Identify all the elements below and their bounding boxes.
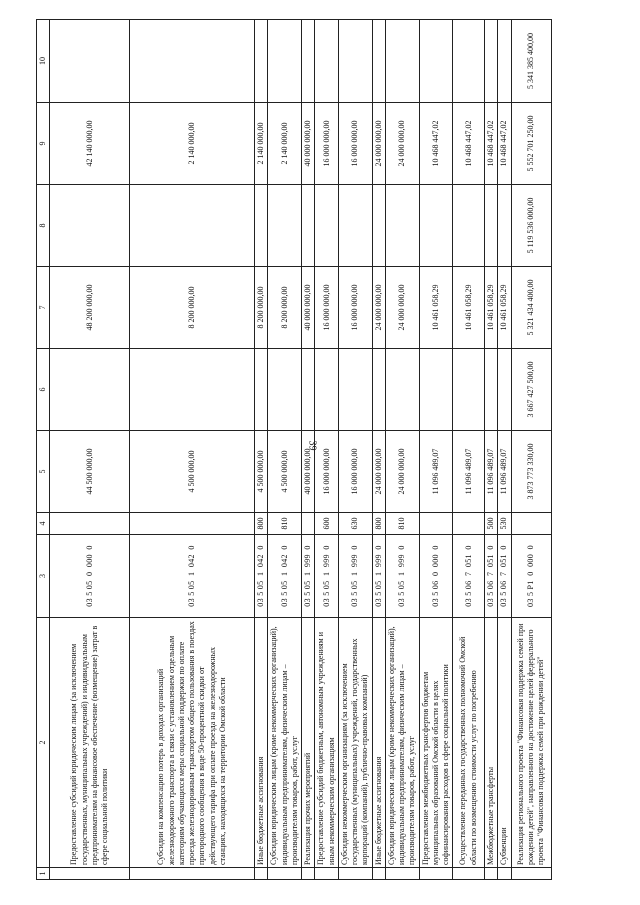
row-name-cell: Иные бюджетные ассигнования [372, 618, 385, 868]
amount-col8-cell [255, 185, 268, 267]
budget-code-cell: 03 5 05 1 042 0 [130, 535, 255, 618]
header-cell: 4 [37, 513, 50, 535]
row-number-cell [255, 868, 268, 880]
amount-col6-cell [315, 349, 338, 431]
row-number-cell [130, 868, 255, 880]
amount-col10-cell [315, 20, 338, 103]
budget-table [36, 19, 552, 880]
amount-col5-cell: 4 500 000,00 [255, 431, 268, 513]
expense-type-cell: 800 [372, 513, 385, 535]
row-name-cell: Реализация регионального проекта "Финансовая поддержка семей при рождении детей", направленного на достижение целей федерального проекта "Финансовая поддержка семей при рождении детей" [511, 618, 551, 868]
amount-col10-cell [302, 20, 315, 103]
row-name-cell: Предоставление субсидий юридическим лицам (за исключением государственных, муниципальных учреждений) и индивидуальным предпринимателям на финансовое обеспечение (возмещение) затрат в сфере социальной политики [50, 618, 130, 868]
amount-col5-cell: 3 873 773 330,00 [511, 431, 551, 513]
table-row [419, 20, 453, 880]
amount-col7-cell: 16 000 000,00 [338, 267, 372, 349]
amount-col8-cell [338, 185, 372, 267]
table-row [315, 20, 338, 880]
amount-col7-cell: 10 461 058,29 [419, 267, 453, 349]
row-name-cell: Предоставление субсидий бюджетным, автономным учреждениям и иным некоммерческим организациям [315, 618, 338, 868]
budget-code-cell: 03 5 05 1 999 0 [302, 535, 315, 618]
row-number-cell [338, 868, 372, 880]
amount-col5-cell: 16 000 000,00 [315, 431, 338, 513]
amount-col6-cell: 3 667 427 500,00 [511, 349, 551, 431]
expense-type-cell: 810 [268, 513, 302, 535]
header-cell: 7 [37, 267, 50, 349]
header-cell: 9 [37, 103, 50, 185]
expense-type-cell: 600 [315, 513, 338, 535]
amount-col6-cell [485, 349, 498, 431]
row-name-cell: Осуществление переданных государственных полномочий Омской области по возмещению стоимости услуг по погребению [453, 618, 485, 868]
table-row [453, 20, 485, 880]
expense-type-cell [50, 513, 130, 535]
table-row [130, 20, 255, 880]
row-number-cell [372, 868, 385, 880]
amount-col10-cell: 5 341 385 400,00 [511, 20, 551, 103]
budget-code-cell: 03 5 05 1 999 0 [385, 535, 419, 618]
budget-code-cell: 03 5 05 0 000 0 [50, 535, 130, 618]
amount-col6-cell [372, 349, 385, 431]
table-row [50, 20, 130, 880]
amount-col9-cell: 10 468 447,02 [453, 103, 485, 185]
budget-code-cell: 03 5 05 1 999 0 [315, 535, 338, 618]
amount-col5-cell: 24 000 000,00 [385, 431, 419, 513]
amount-col7-cell: 16 000 000,00 [315, 267, 338, 349]
amount-col8-cell [372, 185, 385, 267]
amount-col6-cell [50, 349, 130, 431]
amount-col7-cell: 40 000 000,00 [302, 267, 315, 349]
amount-col9-cell: 5 552 701 250,00 [511, 103, 551, 185]
row-number-cell [302, 868, 315, 880]
row-number-cell [385, 868, 419, 880]
row-name-cell: Иные бюджетные ассигнования [255, 618, 268, 868]
amount-col10-cell [338, 20, 372, 103]
amount-col10-cell [485, 20, 498, 103]
amount-col8-cell [50, 185, 130, 267]
table-row [338, 20, 372, 880]
header-cell: 6 [37, 349, 50, 431]
table-row [485, 20, 498, 880]
table-body [50, 20, 551, 880]
amount-col5-cell: 11 096 489,07 [485, 431, 498, 513]
table-row [385, 20, 419, 880]
amount-col5-cell: 11 096 489,07 [419, 431, 453, 513]
amount-col10-cell [453, 20, 485, 103]
row-number-cell [453, 868, 485, 880]
amount-col7-cell: 10 461 058,29 [498, 267, 511, 349]
expense-type-cell [453, 513, 485, 535]
table-row [511, 20, 551, 880]
amount-col9-cell: 24 000 000,00 [385, 103, 419, 185]
amount-col8-cell [498, 185, 511, 267]
budget-code-cell: 03 5 P1 0 000 0 [511, 535, 551, 618]
amount-col5-cell: 40 000 000,00 [302, 431, 315, 513]
row-name-cell: Субсидии юридическим лицам (кроме некоммерческих организаций), индивидуальным предпринимателям, физическим лицам – производителям товаров, работ, услуг [268, 618, 302, 868]
row-number-cell [50, 868, 130, 880]
amount-col6-cell [302, 349, 315, 431]
expense-type-cell: 530 [498, 513, 511, 535]
table-row [268, 20, 302, 880]
amount-col9-cell: 42 140 000,00 [50, 103, 130, 185]
amount-col9-cell: 2 140 000,00 [255, 103, 268, 185]
amount-col10-cell [268, 20, 302, 103]
amount-col9-cell: 16 000 000,00 [315, 103, 338, 185]
expense-type-cell: 800 [255, 513, 268, 535]
row-number-cell [315, 868, 338, 880]
amount-col9-cell: 2 140 000,00 [130, 103, 255, 185]
amount-col9-cell: 10 468 447,02 [485, 103, 498, 185]
expense-type-cell: 500 [485, 513, 498, 535]
row-name-cell: Субсидии некоммерческим организациям (за исключением государственных (муниципальных) учреждений, государственных корпораций (компаний), публично-правовых компаний) [338, 618, 372, 868]
amount-col7-cell: 8 200 000,00 [130, 267, 255, 349]
amount-col10-cell [50, 20, 130, 103]
amount-col8-cell [130, 185, 255, 267]
amount-col10-cell [385, 20, 419, 103]
amount-col7-cell: 24 000 000,00 [385, 267, 419, 349]
row-number-cell [498, 868, 511, 880]
amount-col8-cell [268, 185, 302, 267]
amount-col9-cell: 10 468 447,02 [419, 103, 453, 185]
budget-code-cell: 03 5 06 7 051 0 [498, 535, 511, 618]
amount-col10-cell [498, 20, 511, 103]
amount-col6-cell [255, 349, 268, 431]
page-number: 39 [306, 440, 318, 451]
row-name-cell: Субвенции [498, 618, 511, 868]
amount-col9-cell: 10 468 447,02 [498, 103, 511, 185]
amount-col5-cell: 11 096 489,07 [453, 431, 485, 513]
row-name-cell: Межбюджетные трансферты [485, 618, 498, 868]
row-name-cell: Субсидии юридическим лицам (кроме некоммерческих организаций), индивидуальным предпринимателям, физическим лицам – производителям товаров, работ, услуг [385, 618, 419, 868]
amount-col9-cell: 2 140 000,00 [268, 103, 302, 185]
amount-col6-cell [419, 349, 453, 431]
amount-col9-cell: 16 000 000,00 [338, 103, 372, 185]
expense-type-cell [302, 513, 315, 535]
amount-col7-cell: 24 000 000,00 [372, 267, 385, 349]
budget-code-cell: 03 5 05 1 999 0 [372, 535, 385, 618]
expense-type-cell: 810 [385, 513, 419, 535]
header-cell: 5 [37, 431, 50, 513]
table-row [302, 20, 315, 880]
amount-col5-cell: 24 000 000,00 [372, 431, 385, 513]
amount-col8-cell: 5 119 536 000,00 [511, 185, 551, 267]
amount-col6-cell [385, 349, 419, 431]
row-name-cell: Предоставление межбюджетных трансфертов бюджетам муниципальных образований Омской области в целях софинансирования расходов в сфере социальной политики [419, 618, 453, 868]
budget-code-cell: 03 5 05 1 042 0 [268, 535, 302, 618]
row-name-cell: Субсидии на компенсацию потерь в доходах организаций железнодорожного транспорта в связи с установлением отдельным категориям обучающихся меры социальной поддержки по оплате проезда железнодорожным транспортом общего пользования в поездах пригородного сообщения в виде 50-процентной скидки от действующего тарифа при оплате проезда на железнодорожных станциях, находящихся на территории Омской области [130, 618, 255, 868]
header-cell: 10 [37, 20, 50, 103]
row-number-cell [511, 868, 551, 880]
row-number-cell [419, 868, 453, 880]
amount-col6-cell [498, 349, 511, 431]
amount-col5-cell: 4 500 000,00 [130, 431, 255, 513]
amount-col10-cell [255, 20, 268, 103]
budget-code-cell: 03 5 06 7 051 0 [485, 535, 498, 618]
expense-type-cell: 630 [338, 513, 372, 535]
amount-col8-cell [419, 185, 453, 267]
header-row [37, 20, 50, 880]
amount-col6-cell [130, 349, 255, 431]
header-cell: 2 [37, 618, 50, 868]
header-cell: 1 [37, 868, 50, 880]
amount-col6-cell [268, 349, 302, 431]
row-name-cell: Реализация прочих мероприятий [302, 618, 315, 868]
budget-code-cell: 03 5 05 1 999 0 [338, 535, 372, 618]
amount-col7-cell: 8 200 000,00 [255, 267, 268, 349]
amount-col8-cell [302, 185, 315, 267]
amount-col9-cell: 24 000 000,00 [372, 103, 385, 185]
amount-col7-cell: 10 461 058,29 [453, 267, 485, 349]
amount-col8-cell [485, 185, 498, 267]
header-cell: 3 [37, 535, 50, 618]
amount-col8-cell [385, 185, 419, 267]
amount-col7-cell: 8 200 000,00 [268, 267, 302, 349]
amount-col5-cell: 44 500 000,00 [50, 431, 130, 513]
budget-code-cell: 03 5 05 1 042 0 [255, 535, 268, 618]
amount-col6-cell [338, 349, 372, 431]
amount-col7-cell: 5 321 434 400,00 [511, 267, 551, 349]
row-number-cell [268, 868, 302, 880]
amount-col9-cell: 40 000 000,00 [302, 103, 315, 185]
budget-code-cell: 03 5 06 0 000 0 [419, 535, 453, 618]
header-cell: 8 [37, 185, 50, 267]
table-row [255, 20, 268, 880]
expense-type-cell [130, 513, 255, 535]
amount-col8-cell [453, 185, 485, 267]
amount-col6-cell [453, 349, 485, 431]
amount-col5-cell: 11 096 489,07 [498, 431, 511, 513]
amount-col10-cell [419, 20, 453, 103]
amount-col5-cell: 16 000 000,00 [338, 431, 372, 513]
table-row [372, 20, 385, 880]
amount-col7-cell: 10 461 058,29 [485, 267, 498, 349]
amount-col10-cell [130, 20, 255, 103]
expense-type-cell [419, 513, 453, 535]
amount-col7-cell: 48 200 000,00 [50, 267, 130, 349]
amount-col5-cell: 4 500 000,00 [268, 431, 302, 513]
amount-col10-cell [372, 20, 385, 103]
row-number-cell [485, 868, 498, 880]
budget-code-cell: 03 5 06 7 051 0 [453, 535, 485, 618]
amount-col8-cell [315, 185, 338, 267]
table-row [498, 20, 511, 880]
expense-type-cell [511, 513, 551, 535]
